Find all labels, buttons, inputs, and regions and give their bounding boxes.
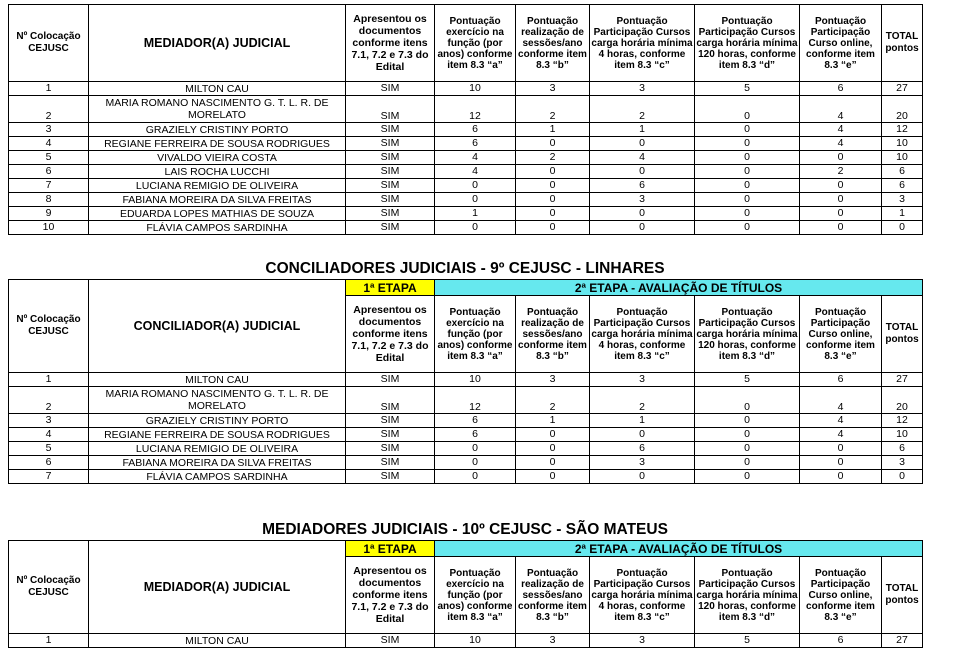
cell-total: 20 [882,387,923,414]
table-row [9,221,923,235]
cell-total: 27 [882,82,923,96]
cell-pont-d: 0 [695,428,800,442]
cell-pont-a: 1 [435,207,516,221]
cell-total: 12 [882,414,923,428]
cell-pont-d: 0 [695,137,800,151]
col-pont-b: Pontuação realização de sessões/ano conforme item 8.3 “b” [516,296,590,373]
cell-pont-c: 0 [590,470,695,484]
cell-name: EDUARDA LOPES MATHIAS DE SOUZA [89,207,346,221]
cell-documentos: SIM [346,179,435,193]
cell-pont-d: 0 [695,456,800,470]
cell-documentos: SIM [346,221,435,235]
cell-pont-a: 6 [435,428,516,442]
cell-pont-c: 4 [590,151,695,165]
col-pont-a: Pontuação exercício na função (por anos) conforme item 8.3 “a” [435,5,516,82]
cell-pont-b: 0 [516,207,590,221]
cell-pont-b: 1 [516,414,590,428]
cell-name: MILTON CAU [89,82,346,96]
cell-pont-c: 3 [590,82,695,96]
cell-documentos: SIM [346,123,435,137]
cell-colocacao: 3 [9,414,89,428]
cell-pont-a: 6 [435,123,516,137]
cell-pont-e: 6 [800,634,882,648]
col-name: MEDIADOR(A) JUDICIAL [89,541,346,634]
col-total: TOTAL pontos [882,5,923,82]
col-total: TOTAL pontos [882,557,923,634]
table-row [9,123,923,137]
cell-name: GRAZIELY CRISTINY PORTO [89,123,346,137]
conciliadores-table [8,279,923,484]
cell-pont-e: 0 [800,221,882,235]
cell-pont-a: 6 [435,137,516,151]
cell-pont-a: 12 [435,387,516,414]
table-row [9,387,923,414]
cell-name: FABIANA MOREIRA DA SILVA FREITAS [89,456,346,470]
cell-colocacao: 6 [9,165,89,179]
cell-pont-c: 2 [590,387,695,414]
cell-pont-d: 5 [695,634,800,648]
cell-documentos: SIM [346,137,435,151]
cell-name: REGIANE FERREIRA DE SOUSA RODRIGUES [89,137,346,151]
cell-pont-d: 5 [695,373,800,387]
cell-documentos: SIM [346,456,435,470]
cell-pont-b: 3 [516,373,590,387]
cell-documentos: SIM [346,82,435,96]
cell-total: 3 [882,456,923,470]
cell-pont-c: 6 [590,442,695,456]
cell-pont-a: 0 [435,221,516,235]
cell-total: 1 [882,207,923,221]
cell-colocacao: 2 [9,96,89,123]
cell-total: 10 [882,428,923,442]
col-colocacao: Nº Colocação CEJUSC [9,5,89,82]
cell-colocacao: 1 [9,634,89,648]
col-documentos: Apresentou os documentos conforme itens 7.1, 7.2 e 7.3 do Edital [346,5,435,82]
col-pont-c: Pontuação Participação Cursos carga horária mínima 4 horas, conforme item 8.3 “c” [590,296,695,373]
cell-name: GRAZIELY CRISTINY PORTO [89,414,346,428]
table-row [9,470,923,484]
etapa-2-label: 2ª ETAPA - AVALIAÇÃO DE TÍTULOS [435,280,923,296]
cell-colocacao: 10 [9,221,89,235]
cell-pont-a: 0 [435,442,516,456]
cell-name: VIVALDO VIEIRA COSTA [89,151,346,165]
cell-name: LUCIANA REMIGIO DE OLIVEIRA [89,179,346,193]
cell-pont-e: 2 [800,165,882,179]
col-pont-a: Pontuação exercício na função (por anos) conforme item 8.3 “a” [435,557,516,634]
cell-pont-b: 3 [516,634,590,648]
cell-total: 6 [882,442,923,456]
cell-pont-e: 4 [800,414,882,428]
table-row [9,193,923,207]
cell-total: 0 [882,470,923,484]
cell-pont-c: 6 [590,179,695,193]
cell-pont-c: 0 [590,428,695,442]
col-pont-b: Pontuação realização de sessões/ano conforme item 8.3 “b” [516,5,590,82]
cell-pont-b: 2 [516,387,590,414]
cell-pont-c: 3 [590,193,695,207]
cell-colocacao: 1 [9,82,89,96]
cell-colocacao: 4 [9,137,89,151]
etapa-1-label: 1ª ETAPA [346,541,435,557]
col-colocacao: Nº Colocação CEJUSC [9,541,89,634]
cell-colocacao: 2 [9,387,89,414]
cell-colocacao: 5 [9,442,89,456]
cell-pont-a: 0 [435,470,516,484]
cell-colocacao: 7 [9,179,89,193]
cell-pont-d: 0 [695,165,800,179]
col-pont-c: Pontuação Participação Cursos carga horária mínima 4 horas, conforme item 8.3 “c” [590,557,695,634]
cell-pont-b: 0 [516,470,590,484]
cell-pont-e: 4 [800,428,882,442]
cell-name: MILTON CAU [89,373,346,387]
cell-pont-e: 4 [800,96,882,123]
cell-pont-b: 2 [516,151,590,165]
cell-colocacao: 7 [9,470,89,484]
cell-pont-d: 0 [695,470,800,484]
cell-pont-d: 0 [695,414,800,428]
cell-pont-e: 4 [800,137,882,151]
cell-pont-d: 0 [695,207,800,221]
col-pont-e: Pontuação Participação Curso online, conforme item 8.3 “e” [800,5,882,82]
cell-pont-c: 0 [590,221,695,235]
cell-total: 6 [882,179,923,193]
cell-colocacao: 4 [9,428,89,442]
cell-pont-a: 4 [435,165,516,179]
col-pont-a: Pontuação exercício na função (por anos) conforme item 8.3 “a” [435,296,516,373]
cell-pont-b: 3 [516,82,590,96]
cell-pont-a: 10 [435,82,516,96]
cell-name: MARIA ROMANO NASCIMENTO G. T. L. R. DE MORELATO [89,387,346,414]
table-row [9,456,923,470]
cell-pont-b: 0 [516,137,590,151]
cell-pont-a: 6 [435,414,516,428]
cell-total: 0 [882,221,923,235]
cell-pont-a: 10 [435,634,516,648]
cell-total: 10 [882,137,923,151]
cell-name: LAIS ROCHA LUCCHI [89,165,346,179]
cell-pont-c: 3 [590,373,695,387]
cell-pont-d: 0 [695,221,800,235]
cell-pont-a: 0 [435,179,516,193]
mediadores-table-1 [8,4,923,235]
col-pont-d: Pontuação Participação Cursos carga horária mínima 120 horas, conforme item 8.3 “d” [695,557,800,634]
cell-pont-e: 0 [800,470,882,484]
cell-pont-d: 0 [695,442,800,456]
col-name: CONCILIADOR(A) JUDICIAL [89,280,346,373]
cell-pont-e: 0 [800,179,882,193]
cell-documentos: SIM [346,207,435,221]
table-row [9,634,923,648]
cell-colocacao: 1 [9,373,89,387]
cell-colocacao: 3 [9,123,89,137]
col-pont-e: Pontuação Participação Curso online, conforme item 8.3 “e” [800,557,882,634]
cell-total: 10 [882,151,923,165]
table-row [9,179,923,193]
table-row [9,137,923,151]
section-title-conciliadores: CONCILIADORES JUDICIAIS - 9º CEJUSC - LINHARES [265,260,665,277]
cell-documentos: SIM [346,634,435,648]
col-documentos: Apresentou os documentos conforme itens 7.1, 7.2 e 7.3 do Edital [346,557,435,634]
cell-pont-b: 1 [516,123,590,137]
cell-documentos: SIM [346,470,435,484]
cell-pont-d: 0 [695,387,800,414]
cell-pont-e: 0 [800,442,882,456]
cell-total: 3 [882,193,923,207]
cell-total: 12 [882,123,923,137]
cell-total: 27 [882,373,923,387]
cell-pont-c: 3 [590,634,695,648]
cell-name: MILTON CAU [89,634,346,648]
cell-pont-c: 0 [590,137,695,151]
cell-colocacao: 5 [9,151,89,165]
section-title-mediadores-sao-mateus: MEDIADORES JUDICIAIS - 10º CEJUSC - SÃO MATEUS [262,521,668,538]
col-pont-d: Pontuação Participação Cursos carga horária mínima 120 horas, conforme item 8.3 “d” [695,296,800,373]
cell-pont-b: 0 [516,456,590,470]
cell-colocacao: 6 [9,456,89,470]
cell-pont-d: 0 [695,96,800,123]
col-name: MEDIADOR(A) JUDICIAL [89,5,346,82]
table-row [9,428,923,442]
cell-pont-c: 0 [590,165,695,179]
table-row [9,207,923,221]
cell-pont-c: 1 [590,414,695,428]
col-pont-c: Pontuação Participação Cursos carga horária mínima 4 horas, conforme item 8.3 “c” [590,5,695,82]
cell-documentos: SIM [346,414,435,428]
col-pont-b: Pontuação realização de sessões/ano conforme item 8.3 “b” [516,557,590,634]
cell-pont-a: 0 [435,193,516,207]
cell-name: REGIANE FERREIRA DE SOUSA RODRIGUES [89,428,346,442]
cell-name: FLÁVIA CAMPOS SARDINHA [89,470,346,484]
etapa-2-label: 2ª ETAPA - AVALIAÇÃO DE TÍTULOS [435,541,923,557]
table-row [9,373,923,387]
cell-pont-e: 0 [800,207,882,221]
cell-pont-a: 0 [435,456,516,470]
cell-pont-b: 0 [516,442,590,456]
cell-pont-b: 0 [516,221,590,235]
cell-total: 27 [882,634,923,648]
cell-colocacao: 9 [9,207,89,221]
cell-pont-e: 4 [800,123,882,137]
etapa-1-label: 1ª ETAPA [346,280,435,296]
table-row [9,414,923,428]
table-row [9,442,923,456]
cell-pont-a: 4 [435,151,516,165]
mediadores-table-sao-mateus [8,540,923,648]
cell-name: FLÁVIA CAMPOS SARDINHA [89,221,346,235]
table-row [9,165,923,179]
cell-pont-d: 0 [695,123,800,137]
cell-pont-e: 0 [800,193,882,207]
cell-pont-d: 0 [695,151,800,165]
cell-pont-b: 0 [516,428,590,442]
cell-pont-d: 0 [695,179,800,193]
col-total: TOTAL pontos [882,296,923,373]
cell-documentos: SIM [346,193,435,207]
cell-documentos: SIM [346,96,435,123]
cell-pont-a: 12 [435,96,516,123]
cell-documentos: SIM [346,387,435,414]
cell-pont-c: 3 [590,456,695,470]
cell-colocacao: 8 [9,193,89,207]
cell-documentos: SIM [346,165,435,179]
table-row [9,151,923,165]
cell-documentos: SIM [346,151,435,165]
cell-pont-c: 0 [590,207,695,221]
table-row [9,96,923,123]
table-row [9,82,923,96]
cell-total: 6 [882,165,923,179]
cell-pont-e: 0 [800,151,882,165]
cell-pont-b: 0 [516,179,590,193]
cell-pont-e: 0 [800,456,882,470]
cell-pont-d: 5 [695,82,800,96]
cell-documentos: SIM [346,428,435,442]
cell-name: LUCIANA REMIGIO DE OLIVEIRA [89,442,346,456]
cell-pont-b: 0 [516,193,590,207]
cell-pont-b: 0 [516,165,590,179]
cell-pont-c: 2 [590,96,695,123]
cell-pont-b: 2 [516,96,590,123]
col-pont-e: Pontuação Participação Curso online, conforme item 8.3 “e” [800,296,882,373]
col-colocacao: Nº Colocação CEJUSC [9,280,89,373]
cell-name: FABIANA MOREIRA DA SILVA FREITAS [89,193,346,207]
col-pont-d: Pontuação Participação Cursos carga horária mínima 120 horas, conforme item 8.3 “d” [695,5,800,82]
cell-pont-e: 6 [800,82,882,96]
cell-pont-e: 4 [800,387,882,414]
cell-documentos: SIM [346,373,435,387]
cell-pont-e: 6 [800,373,882,387]
col-documentos: Apresentou os documentos conforme itens 7.1, 7.2 e 7.3 do Edital [346,296,435,373]
cell-pont-a: 10 [435,373,516,387]
cell-total: 20 [882,96,923,123]
cell-name: MARIA ROMANO NASCIMENTO G. T. L. R. DE MORELATO [89,96,346,123]
cell-documentos: SIM [346,442,435,456]
cell-pont-c: 1 [590,123,695,137]
cell-pont-d: 0 [695,193,800,207]
